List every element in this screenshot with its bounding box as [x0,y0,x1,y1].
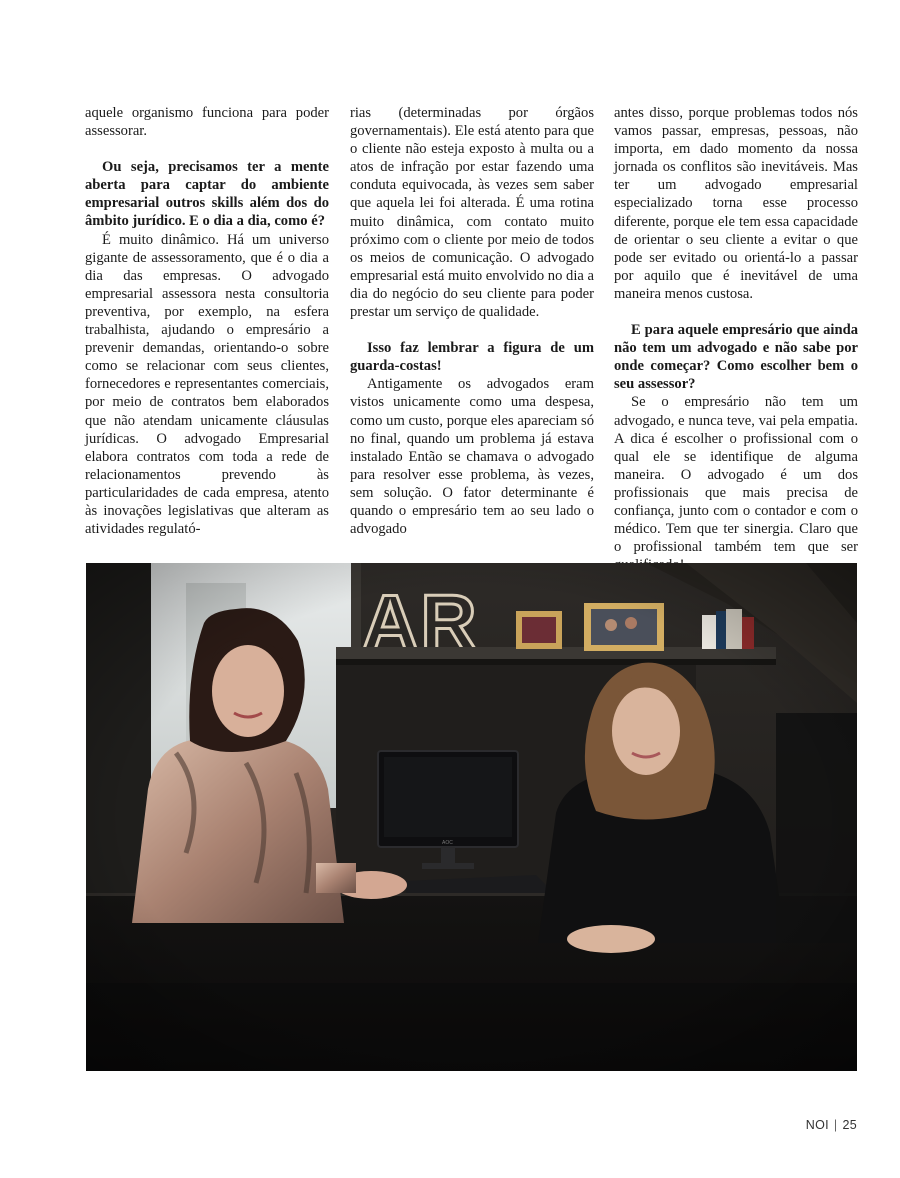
text-column-1 [85,104,329,538]
interview-answer: Antigamente os advogados eram vistos unicamente como uma despesa, como um custo, porque eles apareciam só no final, quando um problema já estava instalado Então se chamava o advogado para resolver esse problema, às vezes, sem solução. O fator determinante é quando o empresário tem ao seu lado o advogado [350,376,594,538]
interview-answer: É muito dinâmico. Há um universo gigante de assessoramento, que é o dia a dia das empresas. O advogado empresarial assessora nesta consultoria preventiva, por exemplo, na esfera trabalhista, ajudando o empresário a prevenir demandas, orientando-o sobre como se relacionar com seus clientes, fornecedores e representantes comerciais, por meio de contratos bem elaborados que não atendam unicamente cláusulas jurídicas. O advogado Empresarial elabora contratos com toda a rede de relacionamentos prevendo às particularidades de cada empresa, atento às inovações legislativas que alteram as atividades regulató- [85,231,329,538]
office-photo-illustration [86,563,857,1071]
page-number: 25 [842,1118,857,1132]
paragraph: antes disso, porque problemas todos nós vamos passar, empresas, pessoas, não importa, em dado momento da nossa jornada os conflitos são inevitáveis. Mas ter um advogado empresarial especializado torna esse processo diferente, porque ele tem essa capacidade de orientar o seu cliente a evitar o que pode ser evitado ou orientá-lo a passar por aquilo que é inevitável de uma maneira menos custosa. [614,105,858,302]
paragraph: aquele organismo funciona para poder assessorar. [85,105,329,140]
page-footer [806,1118,857,1132]
interview-answer: Se o empresário não tem um advogado, e nunca teve, vai pela empatia. A dica é escolher o profissional com o qual ele se identifique de alguma maneira. O advogado é um dos profissionais que mais precisa de confiança, junto com o contador e com o médico. Tem que ter sinergia. Claro que o profissional também tem que ser [614,394,858,556]
interview-question: Ou seja, precisamos ter a mente aberta para captar do ambiente empresarial outros skills além dos do âmbito jurídico. E o dia a dia, como é? [85,159,329,230]
text-column-3 [614,104,858,574]
magazine-name: NOI [805,1118,829,1132]
office-photo [86,563,857,1071]
paragraph: rias (determinadas por órgãos governamentais). Ele está atento para que o cliente não esteja exposto à multa ou a atos de infração por estar fazendo uma conduta equivocada, às vezes sem saber que aquela lei foi alterada. É uma rotina muito dinâmica, com contato muito próximo com o cliente por meio de todos os meios de comunicação. O advogado empresarial está muito envolvido no dia a dia do negócio do seu cliente para poder prestar um serviço de qualidade. [350,105,594,321]
interview-question: E para aquele empresário que ainda não tem um advogado e não sabe por onde começar? Como escolher bem o seu assessor? [614,322,858,393]
footer-separator: | [833,1118,838,1132]
text-column-2 [350,104,594,538]
interview-question: Isso faz lembrar a figura de um guarda-costas! [350,340,594,375]
